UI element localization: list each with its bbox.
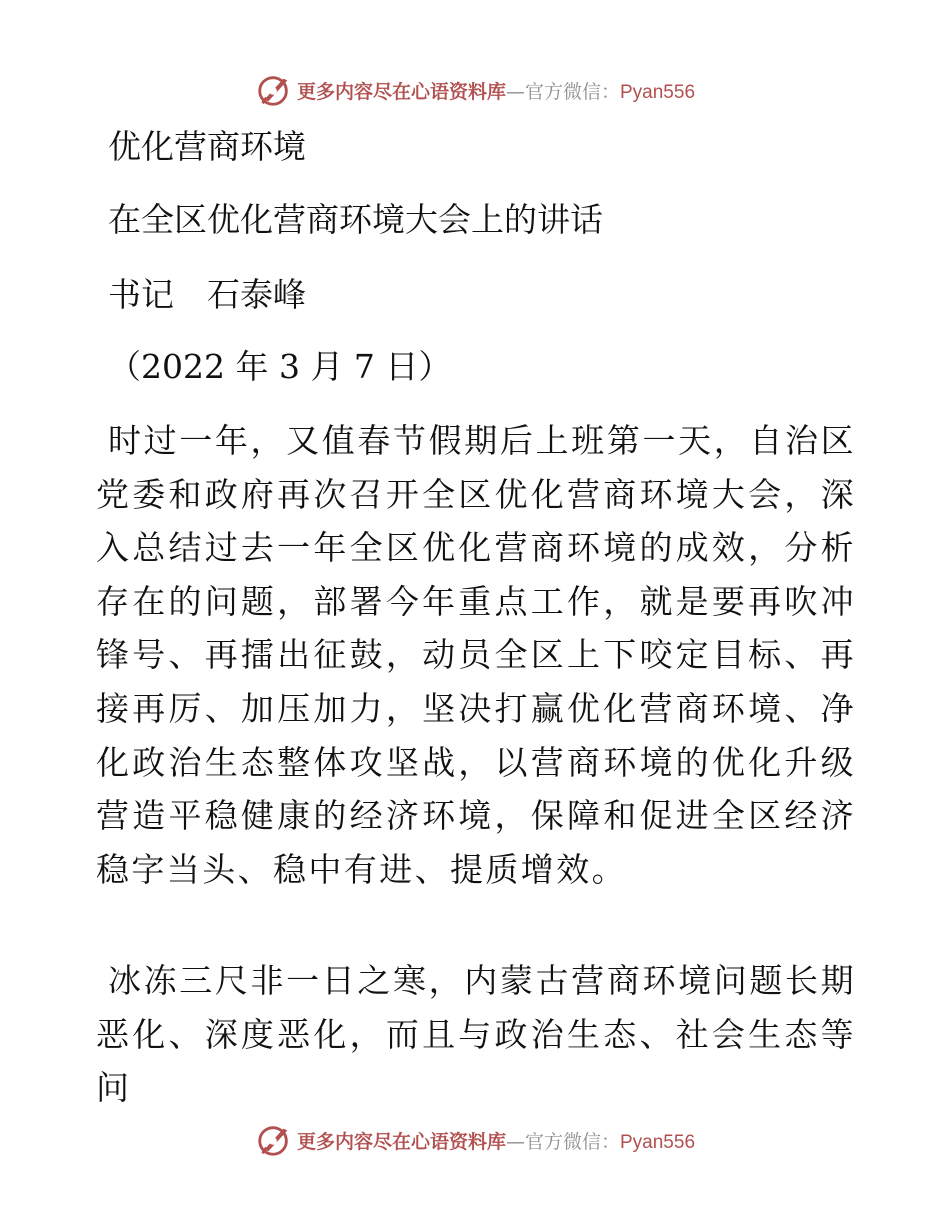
document-author: 书记 石泰峰 (108, 275, 306, 314)
document-date: （2022 年 3 月 7 日） (108, 347, 452, 386)
paragraph-1: 时过一年，又值春节假期后上班第一天，自治区党委和政府再次召开全区优化营商环境大会，深入总结过去一年全区优化营商环境的成效，分析存在的问题，部署今年重点工作，就是要再吹冲锋号、再擂出征鼓，动员全区上下咬定目标、再接再厉、加压加力，坚决打赢优化营商环境、净化政治生态整体攻坚战，以营商环境的优化升级营造平稳健康的经济环境，保障和促进全区经济稳字当头、稳中有进、提质增效。 (96, 421, 856, 889)
footer-separator: — (505, 1130, 525, 1153)
header-separator: — (505, 80, 525, 103)
footer-watermark (0, 1118, 950, 1162)
footer-brand: 更多内容尽在心语资料库 (296, 1130, 506, 1153)
footer-wechat-id: Pyan556 (620, 1131, 696, 1153)
paragraph-2: 冰冻三尺非一日之寒，内蒙古营商环境问题长期恶化、深度恶化，而且与政治生态、社会生态等问 (96, 961, 856, 1108)
footer-wechat-label: 官方微信： (524, 1130, 620, 1153)
document-title: 优化营商环境 (108, 127, 306, 166)
header-wechat-id: Pyan556 (620, 81, 696, 103)
header-brand: 更多内容尽在心语资料库 (296, 80, 506, 103)
quill-logo-icon (255, 71, 293, 109)
header-wechat-label: 官方微信： (524, 80, 620, 103)
header-watermark (0, 68, 950, 112)
quill-logo-icon (255, 1121, 293, 1159)
document-subtitle: 在全区优化营商环境大会上的讲话 (108, 200, 603, 239)
